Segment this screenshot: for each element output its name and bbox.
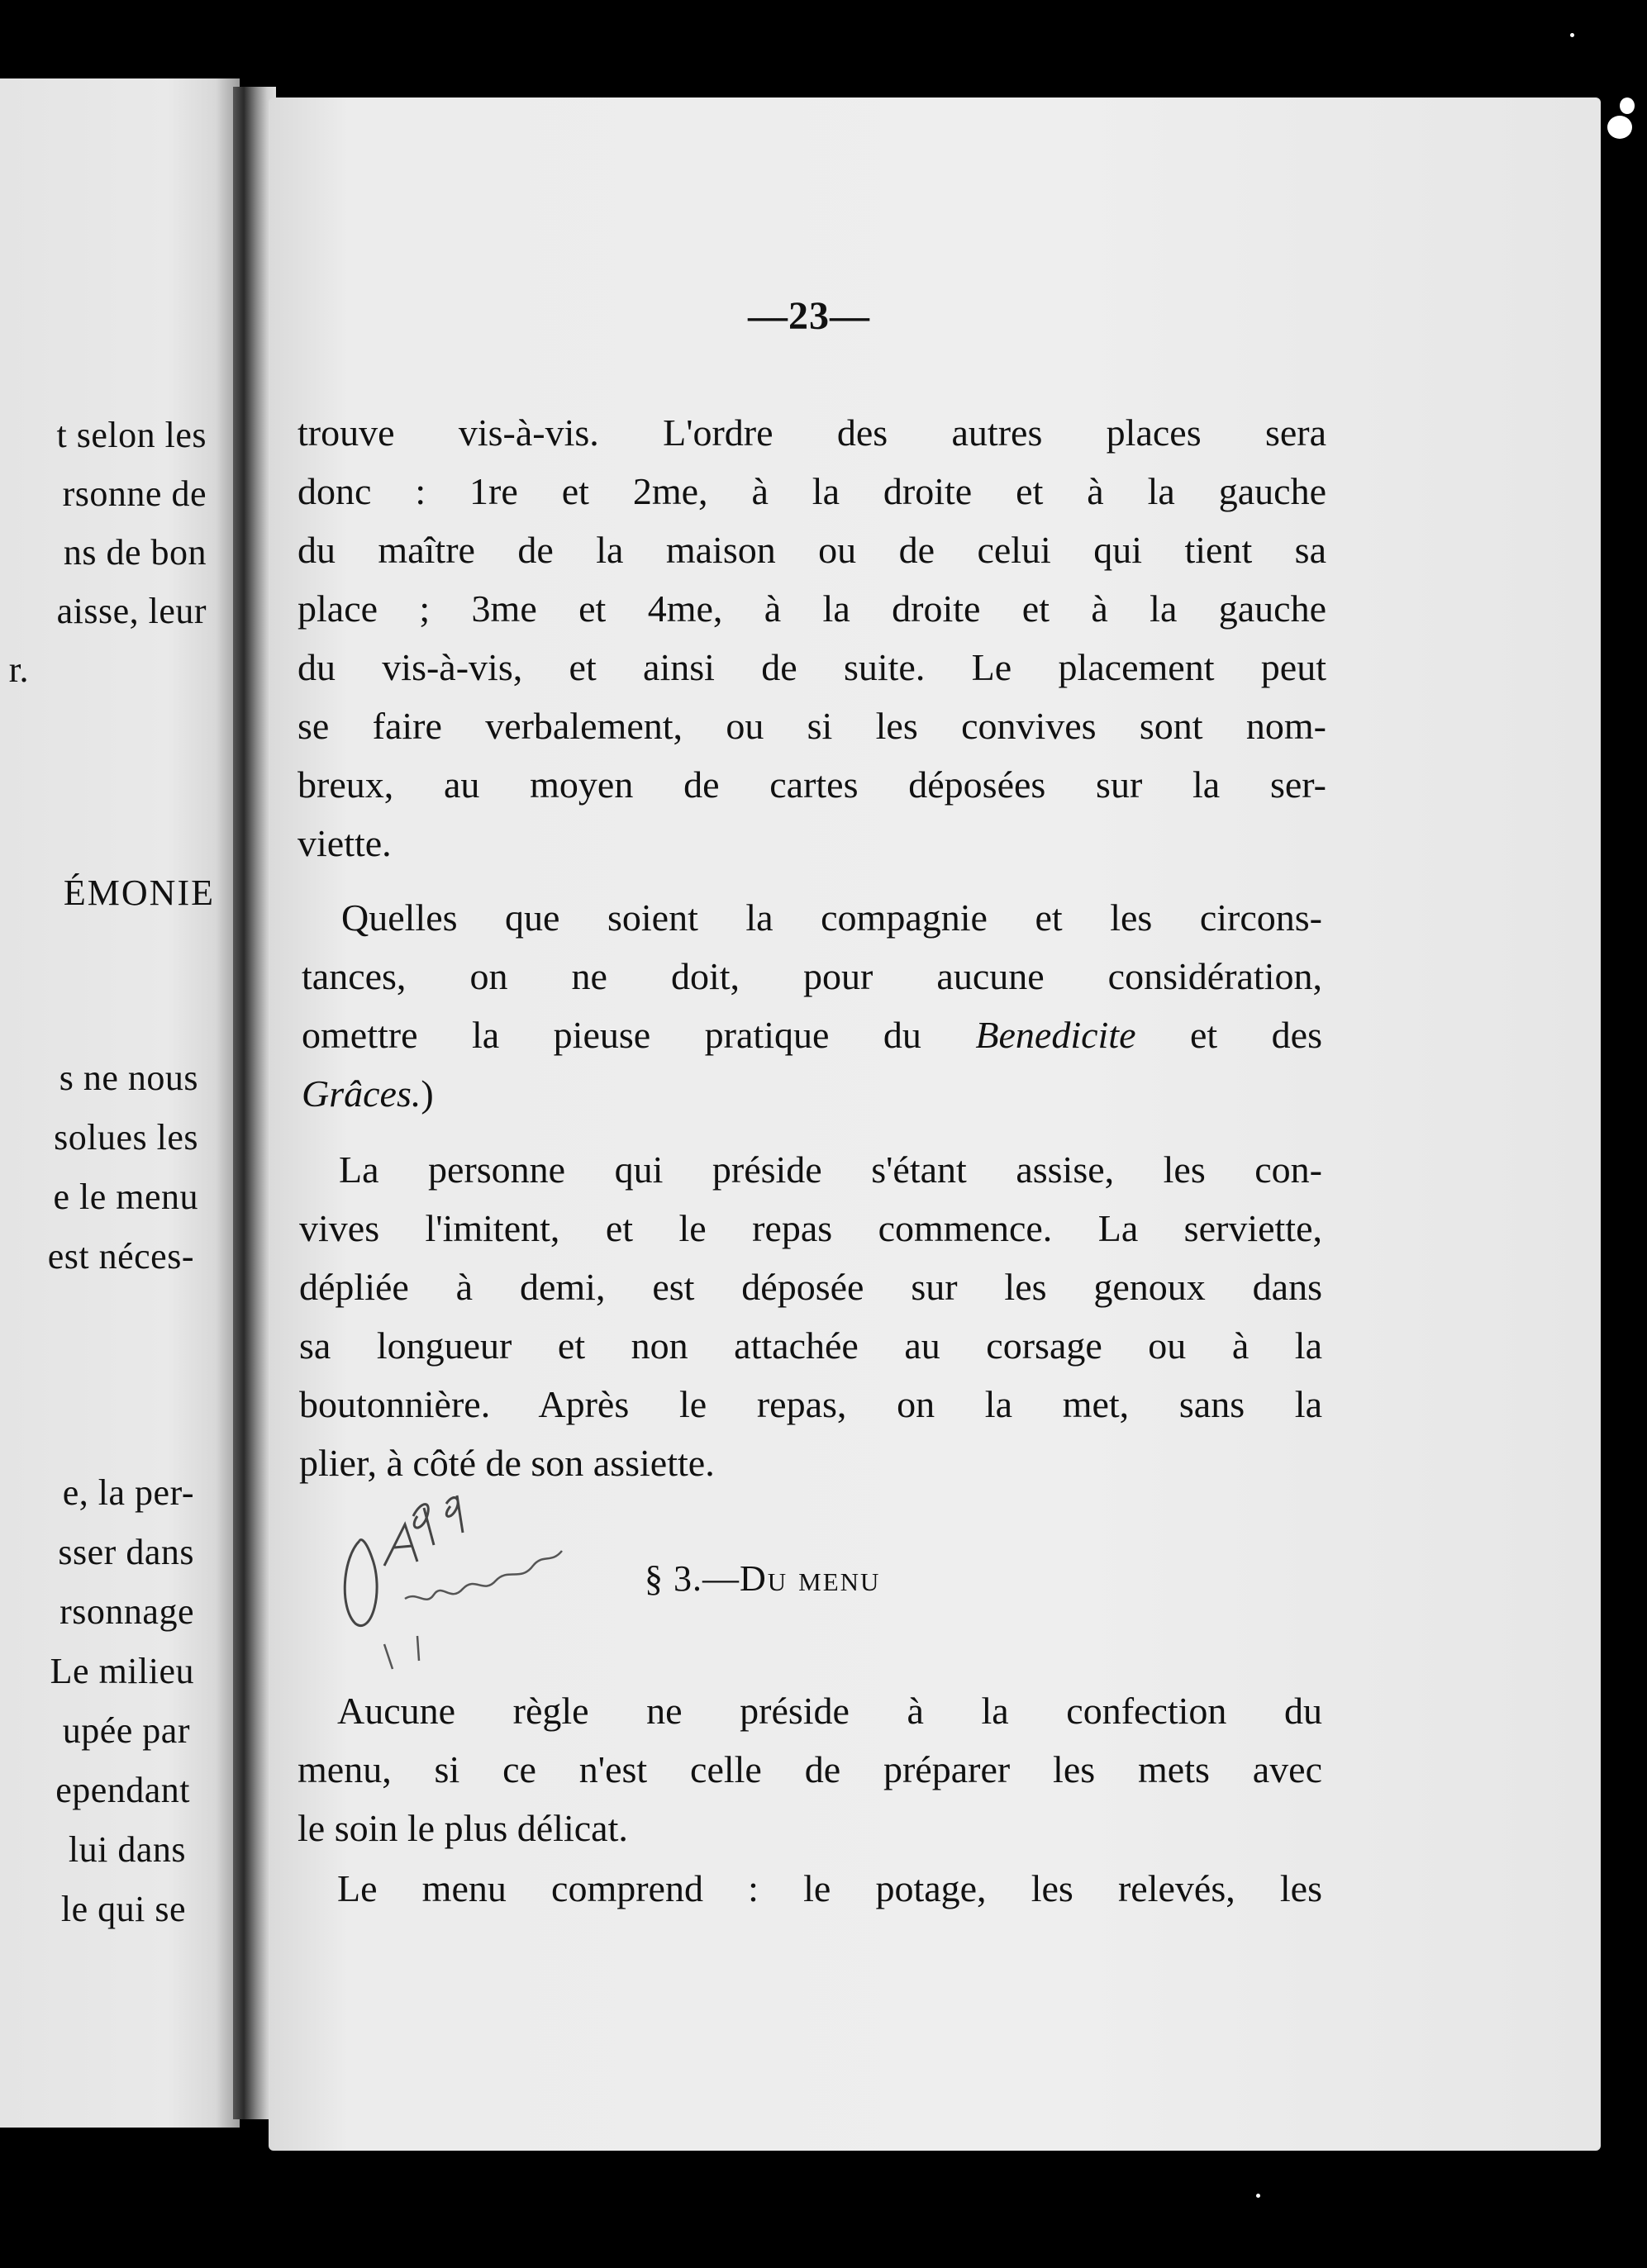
text-line: Aucune règle ne préside à la confection du (337, 1690, 1322, 1732)
left-page-line: ependant (55, 1770, 190, 1810)
text-line: La personne qui préside s'étant assise, les con- (339, 1148, 1322, 1191)
text-line: viette. (298, 822, 392, 864)
text-line: Le menu comprend : le potage, les relevés, les (337, 1867, 1322, 1909)
text-line: sa longueur et non attachée au corsage ou à la (299, 1324, 1322, 1367)
text-line: donc : 1re et 2me, à la droite et à la gauche (298, 470, 1326, 512)
text-line: breux, au moyen de cartes déposées sur la ser- (298, 763, 1326, 806)
section-heading: § 3.—Du menu (645, 1558, 881, 1599)
left-page-fragment (0, 78, 240, 2128)
left-page-heading: ÉMONIE (63, 872, 215, 913)
left-page-line: solues les (54, 1117, 198, 1158)
text-line: vives l'imitent, et le repas commence. La serviette, (299, 1207, 1322, 1249)
left-page-line: lui dans (68, 1829, 186, 1870)
left-page-line: e le menu (53, 1177, 198, 1217)
left-page-line: le qui se (60, 1889, 186, 1929)
text-line: plier, à côté de son assiette. (299, 1442, 715, 1484)
left-page-line: sser dans (58, 1532, 194, 1572)
text-line: du vis-à-vis, et ainsi de suite. Le placement peut (298, 646, 1326, 688)
film-speck (1256, 2194, 1260, 2198)
left-page-line: Le milieu (50, 1651, 194, 1691)
text-line: place ; 3me et 4me, à la droite et à la gauche (298, 587, 1326, 630)
text-line: omettre la pieuse pratique du Benedicite et des (302, 1014, 1323, 1056)
text-line: Quelles que soient la compagnie et les circons- (341, 896, 1322, 939)
film-speck (1620, 97, 1635, 114)
film-speck (1570, 33, 1574, 37)
left-page-line: est néces- (47, 1236, 194, 1277)
text-line: se faire verbalement, ou si les convives sont nom- (298, 705, 1326, 747)
left-page-line: ns de bon (63, 532, 207, 573)
text-line: menu, si ce n'est celle de préparer les mets avec (298, 1748, 1322, 1790)
left-page-line: r. (8, 649, 29, 690)
paragraph-1 (298, 403, 1326, 872)
text-line: trouve vis-à-vis. L'ordre des autres places sera (298, 411, 1326, 454)
left-page-line: upée par (62, 1710, 190, 1751)
paragraph-3 (299, 1140, 1322, 1492)
page-number: —23— (748, 294, 870, 338)
paragraph-5 (298, 1859, 1322, 1918)
text-line: le soin le plus délicat. (298, 1807, 628, 1849)
left-page-line: aisse, leur (56, 591, 207, 631)
left-page-line: rsonnage (60, 1591, 194, 1632)
film-speck (1607, 116, 1632, 139)
text-line: tances, on ne doit, pour aucune considération, (302, 955, 1322, 997)
text-line: Grâces.) (302, 1072, 434, 1115)
left-page-line: t selon les (56, 415, 207, 455)
paragraph-2 (302, 888, 1322, 1123)
text-line: boutonnière. Après le repas, on la met, sans la (299, 1383, 1322, 1425)
left-page-line: s ne nous (59, 1058, 198, 1098)
left-page-line: e, la per- (62, 1472, 194, 1513)
text-line: du maître de la maison ou de celui qui tient sa (298, 529, 1326, 571)
left-page-line: rsonne de (62, 473, 207, 514)
handwritten-annotation (326, 1483, 599, 1681)
paragraph-4 (298, 1681, 1322, 1857)
text-line: dépliée à demi, est déposée sur les genoux dans (299, 1266, 1322, 1308)
